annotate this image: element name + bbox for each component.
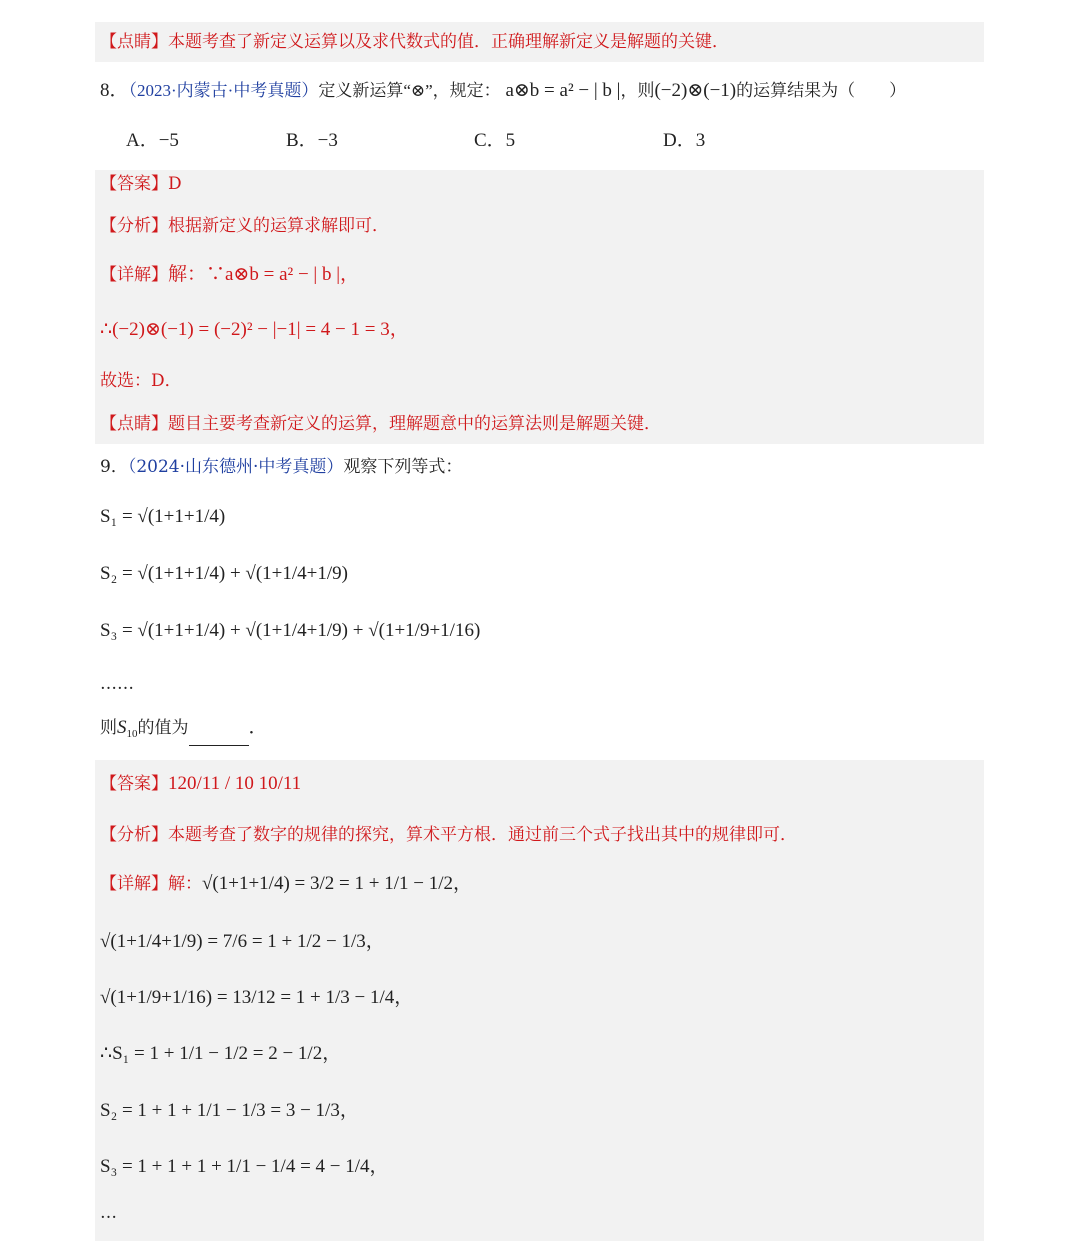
q8-stem-a: 定义新运算“⊗”，规定： xyxy=(318,81,501,100)
q8-analysis xyxy=(100,214,389,238)
q9-ask: 则$S_{10}$的值为 ． xyxy=(100,716,268,746)
q8-option-a: A．−5 xyxy=(126,130,179,151)
q9-detail-d2: √(1+1/4+1/9) = 7/6 = 1 + 1/2 − 1/3， xyxy=(100,931,385,952)
q9-ask-b: 的值为 xyxy=(137,718,189,737)
answer-tag: 【答案】 xyxy=(100,774,168,793)
q9-analysis xyxy=(100,823,797,847)
q9-detail-d3: √(1+1/9+1/16) = 13/12 = 1 + 1/3 − 1/4， xyxy=(100,987,414,1008)
detail-text: 解： xyxy=(168,874,202,893)
q8-stem-b: ，则 xyxy=(620,81,655,100)
q9-detail-d7: … xyxy=(100,1203,117,1223)
q9-detail-d4: ∴S₁ = 1 + 1/1 − 1/2 = 2 − 1/2， xyxy=(100,1043,342,1064)
q8-detail xyxy=(100,263,359,287)
q9-source: （2024·山东德州·中考真题） xyxy=(127,457,344,477)
q9-stem-text: 观察下列等式： xyxy=(343,457,463,477)
analysis-text: 本题考查了数字的规律的探究，算术平方根．通过前三个式子找出其中的规律即可． xyxy=(168,825,797,845)
answer-text: D xyxy=(168,174,182,194)
q9-detail xyxy=(100,872,472,896)
q9-s1: S₁ = √(1+1+1/4) xyxy=(100,506,226,527)
q9-stem xyxy=(100,455,462,479)
detail-text: 解：∵a⊗b = a² − | b |， xyxy=(168,264,360,285)
q8-option-d: D．3 xyxy=(663,130,706,151)
answer-tag: 【答案】 xyxy=(100,174,168,194)
q8-option-c: C．5 xyxy=(474,130,516,151)
q9-answer xyxy=(100,772,301,796)
analysis-text: 根据新定义的运算求解即可． xyxy=(168,216,389,236)
q9-s2: S₂ = √(1+1+1/4) + √(1+1/4+1/9) xyxy=(100,563,348,584)
q9-number: 9． xyxy=(100,457,128,477)
q8-choose: 故选：D． xyxy=(100,371,182,391)
answer-text: 120/11 / 10 10/11 xyxy=(168,773,302,794)
q9-detail-d5: S₂ = 1 + 1 + 1/1 − 1/3 = 3 − 1/3， xyxy=(100,1100,359,1121)
q8-stem xyxy=(100,79,906,103)
note-tag: 【点睛】 xyxy=(100,32,168,52)
top-note xyxy=(100,30,729,54)
q8-stem-formula: a⊗b = a² − | b | xyxy=(505,80,621,101)
detail-d1: √(1+1+1/4) = 3/2 = 1 + 1/1 − 1/2， xyxy=(202,873,472,894)
q9-ask-a: 则 xyxy=(100,718,117,737)
analysis-tag: 【分析】 xyxy=(100,216,168,236)
detail-tag: 【详解】 xyxy=(100,265,168,284)
q8-note xyxy=(100,412,661,436)
note-tag: 【点睛】 xyxy=(100,414,168,434)
note-text: 本题考查了新定义运算以及求代数式的值．正确理解新定义是解题的关键． xyxy=(168,32,729,52)
q9-dots: …… xyxy=(100,674,134,694)
q8-number: 8． xyxy=(100,80,129,101)
q8-detail-line2: ∴(−2)⊗(−1) = (−2)² − |−1| = 4 − 1 = 3， xyxy=(100,319,409,340)
detail-tag: 【详解】 xyxy=(100,874,168,893)
note-text: 题目主要考查新定义的运算，理解题意中的运算法则是解题关键． xyxy=(168,414,661,434)
q8-solution-block xyxy=(95,170,984,444)
q8-option-b: B．−3 xyxy=(286,130,338,151)
q9-detail-d6: S₃ = 1 + 1 + 1 + 1/1 − 1/4 = 4 − 1/4， xyxy=(100,1156,389,1177)
analysis-tag: 【分析】 xyxy=(100,825,168,845)
q8-stem-c: 的运算结果为（ ） xyxy=(736,81,907,100)
answer-blank xyxy=(189,729,249,746)
q8-stem-expr: (−2)⊗(−1) xyxy=(654,80,737,101)
q8-source: （2023·内蒙古·中考真题） xyxy=(128,81,319,100)
q9-s3: S₃ = √(1+1+1/4) + √(1+1/4+1/9) + √(1+1/9+1/16) xyxy=(100,620,481,641)
q8-answer xyxy=(100,172,182,196)
